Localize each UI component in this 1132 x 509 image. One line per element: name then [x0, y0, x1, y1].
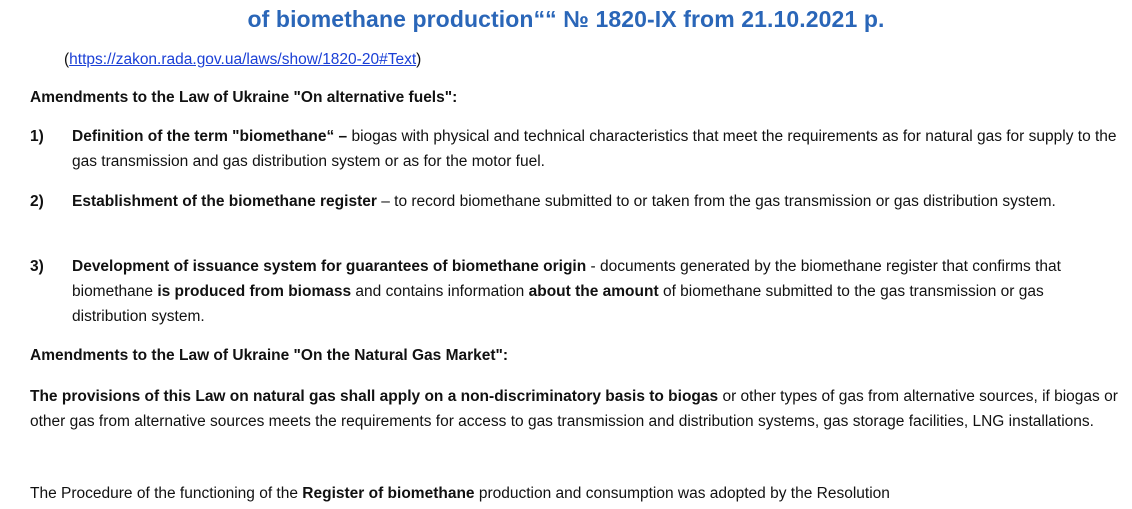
item-text: – to record biomethane submitted to or taken from the gas transmission or gas distribution system.: [376, 193, 1056, 210]
source-reference: [64, 51, 421, 69]
procedure-paragraph: [30, 481, 1120, 506]
item-body: [72, 124, 1120, 174]
item-term: Definition of the term "biomethane“ –: [72, 128, 348, 145]
item-text: - documents generated by the biomethane register that confirms that biomethane: [72, 258, 1061, 300]
procedure-emphasis: Register of biomethane: [302, 485, 475, 502]
list-item: [30, 254, 1120, 329]
item-body: [72, 254, 1120, 329]
item-text: biogas with physical and technical characteristics that meet the requirements as for natural gas for supply to the gas transmission and gas distribution system or as for the motor fuel.: [72, 128, 1117, 170]
item-emphasis: is produced from biomass: [157, 283, 352, 300]
provision-emphasis: The provisions of this Law on natural gas shall apply on a non-discriminatory basis to biogas: [30, 388, 719, 405]
close-paren: ): [416, 51, 422, 68]
item-number: 2): [30, 193, 44, 210]
item-number: 3): [30, 258, 44, 275]
section-heading-alternative-fuels: Amendments to the Law of Ukraine "On alternative fuels":: [30, 89, 458, 106]
list-item: [30, 124, 1120, 174]
provision-paragraph: [30, 384, 1120, 434]
open-paren: (: [64, 51, 70, 68]
law-link[interactable]: https://zakon.rada.gov.ua/laws/show/1820-20#Text: [69, 51, 417, 68]
procedure-text: The Procedure of the functioning of the: [30, 485, 303, 502]
item-text: of biomethane submitted to the gas transmission or gas distribution system.: [72, 283, 1044, 325]
item-number: 1): [30, 128, 44, 145]
item-term: Establishment of the biomethane register: [72, 193, 377, 210]
item-text: and contains information: [351, 283, 529, 300]
provision-text: or other types of gas from alternative sources, if biogas or other gas from alternative sources meets the requirements for access to gas transmission and distribution systems, gas storage facilities, LNG installations.: [30, 388, 1118, 430]
item-body: [72, 189, 1120, 214]
document-title: of biomethane production““ № 1820-IX from 21.10.2021 р.: [247, 6, 885, 32]
list-item: [30, 189, 1120, 214]
section-heading-natural-gas-market: Amendments to the Law of Ukraine "On the Natural Gas Market":: [30, 347, 509, 364]
procedure-text: production and consumption was adopted by the Resolution: [474, 485, 890, 502]
item-term: Development of issuance system for guarantees of biomethane origin: [72, 258, 587, 275]
item-emphasis: about the amount: [528, 283, 659, 300]
